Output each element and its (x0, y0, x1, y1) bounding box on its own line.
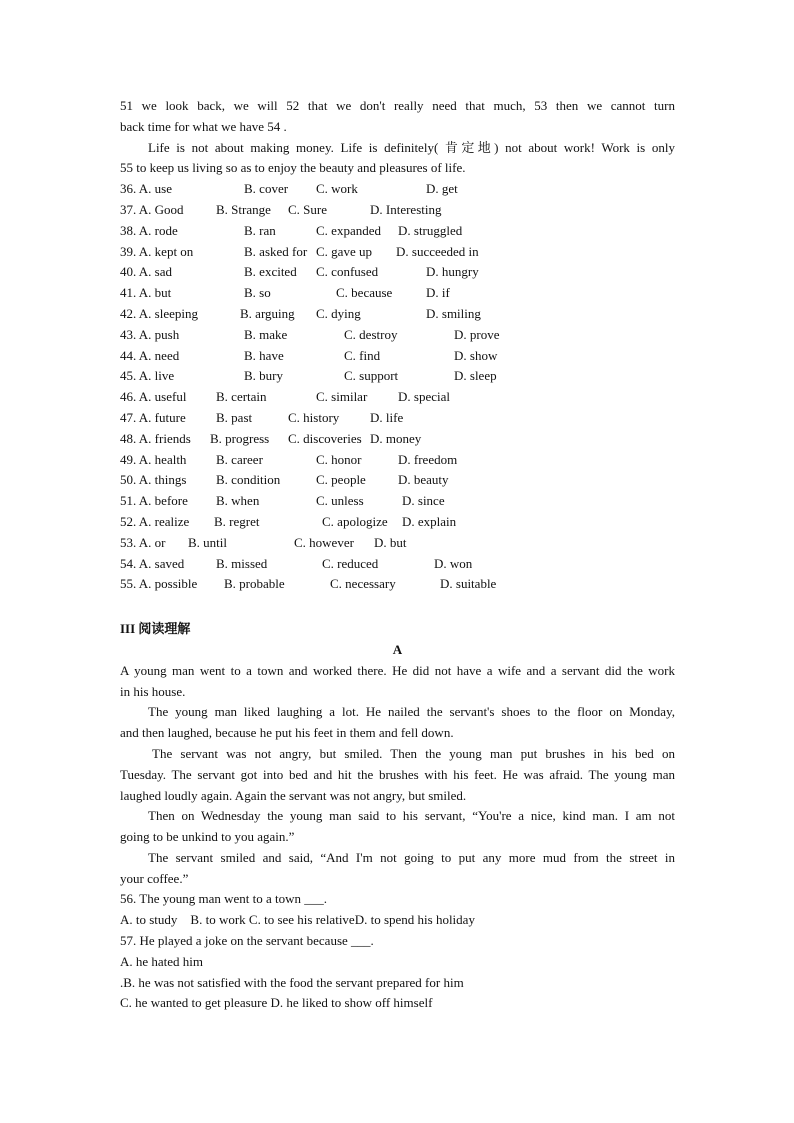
option-a: 36. A. use (120, 181, 172, 197)
option-a: 39. A. kept on (120, 243, 194, 259)
option-a: 48. A. friends (120, 430, 191, 446)
option-a: 53. A. or (120, 534, 166, 550)
option-a: 37. A. Good (120, 201, 184, 217)
cloze-question-row (120, 470, 675, 491)
document-page (120, 96, 675, 1014)
option-c: C. honor (316, 451, 362, 467)
passage-line: A young man went to a town and worked there. He did not have a wife and a servant did the work (120, 662, 675, 678)
option-b: B. arguing (240, 305, 295, 321)
cloze-question-row (120, 408, 675, 429)
option-c: C. people (316, 472, 366, 488)
option-c: C. find (344, 347, 381, 363)
option-b: B. regret (214, 513, 260, 529)
cloze-question-row (120, 450, 675, 471)
option-c: C. gave up (316, 243, 372, 259)
option-c: C. similar (316, 389, 368, 405)
cloze-question-row (120, 387, 675, 408)
option-a: 47. A. future (120, 409, 186, 425)
option-c: C. Sure (288, 201, 327, 217)
option-b: B. so (244, 285, 271, 301)
option-d: D. life (370, 409, 404, 425)
option-d: D. beauty (398, 472, 449, 488)
option-b: B. asked for (244, 243, 308, 259)
option-b: B. until (188, 534, 228, 550)
section-title: III 阅读理解 (120, 621, 191, 637)
option-d: D. sleep (454, 368, 497, 384)
option-c: C. reduced (322, 555, 379, 571)
option-b: B. when (216, 493, 260, 509)
cloze-question-row (120, 366, 675, 387)
cloze-question-row (120, 304, 675, 325)
question-56-options: A. to study B. to work C. to see his relativeD. to spend his holiday (120, 912, 475, 928)
intro-line-2: back time for what we have 54 . (120, 118, 287, 134)
intro-line-1: 51 we look back, we will 52 that we don't really need that much, 53 then we cannot turn (120, 98, 675, 113)
question-57-stem: 57. He played a joke on the servant because ___. (120, 933, 374, 949)
option-a: 38. A. rode (120, 222, 178, 238)
passage-line: laughed loudly again. Again the servant was not angry, but smiled. (120, 787, 467, 803)
option-c: C. support (344, 368, 399, 384)
option-b: B. missed (216, 555, 268, 571)
option-b: B. make (244, 326, 288, 342)
option-d: D. get (426, 181, 458, 197)
option-c: C. confused (316, 264, 379, 280)
option-c: C. dying (316, 305, 361, 321)
passage-line: The servant was not angry, but smiled. Then the young man put brushes in his bed on (152, 745, 675, 761)
cloze-question-row (120, 554, 675, 575)
cloze-question-row (120, 491, 675, 512)
option-d: D. explain (402, 513, 457, 529)
option-b: B. Strange (216, 201, 271, 217)
option-c: C. unless (316, 493, 364, 509)
option-a: 42. A. sleeping (120, 305, 198, 321)
option-d: D. special (398, 389, 450, 405)
cloze-question-row (120, 200, 675, 221)
option-b: B. progress (210, 430, 270, 446)
cloze-question-row (120, 346, 675, 367)
option-a: 43. A. push (120, 326, 180, 342)
option-d: D. but (374, 534, 407, 550)
option-c: C. expanded (316, 222, 381, 238)
option-d: D. money (370, 430, 422, 446)
option-a: 51. A. before (120, 493, 188, 509)
question-57-option-a: A. he hated him (120, 953, 204, 969)
passage-line: and then laughed, because he put his feet in them and fell down. (120, 725, 454, 741)
option-c: C. work (316, 181, 358, 197)
option-a: 55. A. possible (120, 576, 198, 592)
option-b: B. bury (244, 368, 283, 384)
option-c: C. history (288, 409, 340, 425)
cloze-question-row (120, 429, 675, 450)
option-a: 41. A. but (120, 285, 172, 301)
option-b: B. cover (244, 181, 289, 197)
option-c: C. because (336, 285, 393, 301)
question-57-option-b: .B. he was not satisfied with the food the servant prepared for him (120, 974, 464, 990)
passage-line: The young man liked laughing a lot. He nailed the servant's shoes to the floor on Monday, (148, 704, 675, 720)
option-b: B. condition (216, 472, 281, 488)
option-a: 50. A. things (120, 472, 187, 488)
option-d: D. hungry (426, 264, 479, 280)
option-d: D. succeeded in (396, 243, 479, 259)
question-56-stem: 56. The young man went to a town ___. (120, 891, 328, 907)
option-b: B. past (216, 409, 253, 425)
option-a: 49. A. health (120, 451, 187, 467)
passage-line: Then on Wednesday the young man said to his servant, “You're a nice, kind man. I am not (148, 808, 675, 824)
option-d: D. suitable (440, 576, 497, 592)
option-b: B. career (216, 451, 263, 467)
option-a: 45. A. live (120, 368, 175, 384)
option-a: 44. A. need (120, 347, 180, 363)
option-b: B. probable (224, 576, 285, 592)
option-d: D. struggled (398, 222, 463, 238)
option-c: C. however (294, 534, 354, 550)
option-c: C. discoveries (288, 430, 362, 446)
option-a: 40. A. sad (120, 264, 172, 280)
option-d: D. freedom (398, 451, 458, 467)
passage-line: The servant smiled and said, “And I'm not going to put any more mud from the street in (148, 849, 675, 865)
intro-line-3: Life is not about making money. Life is definitely( 肯定地) not about work! Work is only (148, 139, 675, 155)
cloze-question-row (120, 262, 675, 283)
option-c: C. destroy (344, 326, 398, 342)
passage-line: Tuesday. The servant got into bed and hit the brushes with his feet. He was afraid. The young man (120, 766, 675, 782)
cloze-question-row (120, 512, 675, 533)
option-b: B. certain (216, 389, 267, 405)
option-d: D. since (402, 493, 445, 509)
intro-line-4: 55 to keep us living so as to enjoy the beauty and pleasures of life. (120, 160, 466, 176)
passage-label: A (392, 641, 403, 657)
option-d: D. if (426, 285, 450, 301)
option-b: B. ran (244, 222, 276, 238)
option-d: D. won (434, 555, 473, 571)
option-d: D. prove (454, 326, 500, 342)
option-c: C. apologize (322, 513, 388, 529)
cloze-question-row (120, 179, 675, 200)
option-b: B. have (244, 347, 284, 363)
passage-line: your coffee.” (120, 870, 189, 886)
cloze-question-row (120, 574, 675, 595)
cloze-question-row (120, 533, 675, 554)
option-a: 52. A. realize (120, 513, 190, 529)
option-d: D. show (454, 347, 498, 363)
option-d: D. smiling (426, 305, 481, 321)
cloze-options (120, 179, 675, 595)
cloze-question-row (120, 325, 675, 346)
option-c: C. necessary (330, 576, 396, 592)
option-a: 46. A. useful (120, 389, 187, 405)
passage-line: going to be unkind to you again.” (120, 829, 295, 845)
passage-line: in his house. (120, 683, 186, 699)
cloze-question-row (120, 283, 675, 304)
option-a: 54. A. saved (120, 555, 185, 571)
question-57-option-cd: C. he wanted to get pleasure D. he liked to show off himself (120, 995, 433, 1011)
option-d: D. Interesting (370, 201, 442, 217)
cloze-question-row (120, 221, 675, 242)
cloze-question-row (120, 242, 675, 263)
option-b: B. excited (244, 264, 297, 280)
